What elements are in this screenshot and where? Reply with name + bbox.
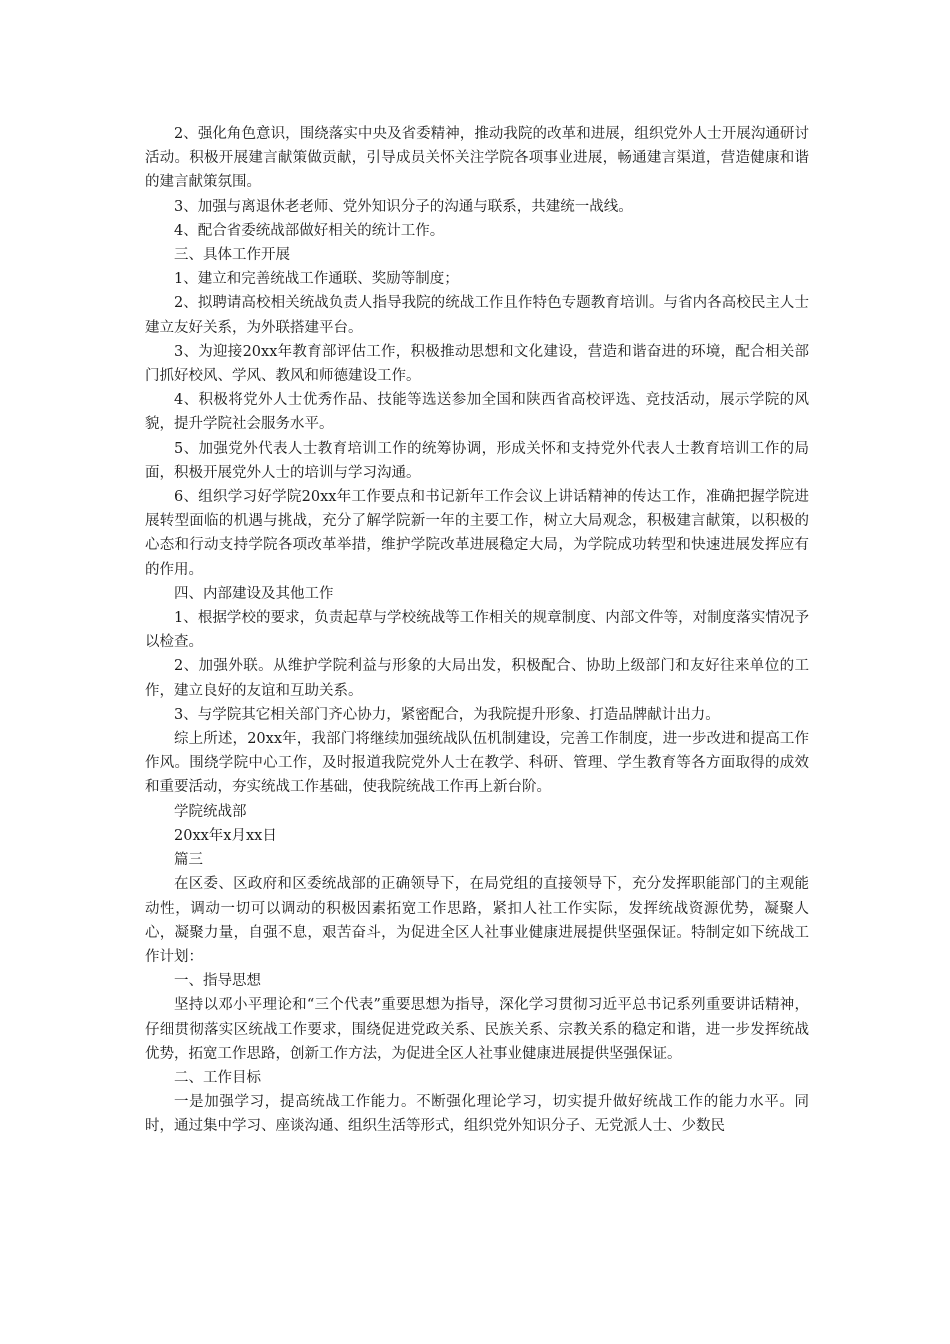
paragraph: 1、建立和完善统战工作通联、奖励等制度； bbox=[174, 271, 459, 288]
paragraph: 一是加强学习，提高统战工作能力。不断强化理论学习，切实提升做好统战工作的能力水平。同时，通过集中学习、座谈沟通、组织生活等形式，组织党外知识分子、无党派人士、少数民 bbox=[145, 1094, 809, 1135]
signature-date: 20xx年x月xx日 bbox=[174, 827, 277, 844]
paragraph: 2、强化角色意识，围绕落实中央及省委精神，推动我院的改革和进展，组织党外人士开展沟通研讨活动。积极开展建言献策做贡献，引导成员关怀关注学院各项事业进展，畅通建言渠道，营造健康和谐的建言献策氛围。 bbox=[145, 126, 809, 191]
paragraph: 坚持以邓小平理论和“三个代表”重要思想为指导，深化学习贯彻习近平总书记系列重要讲话精神，仔细贯彻落实区统战工作要求，围绕促进党政关系、民族关系、宗教关系的稳定和谐，进一步发挥统战优势，拓宽工作思路，创新工作方法，为促进全区人社事业健康进展提供坚强保证。 bbox=[145, 997, 809, 1062]
paragraph: 在区委、区政府和区委统战部的正确领导下，在局党组的直接领导下，充分发挥职能部门的主观能动性，调动一切可以调动的积极因素拓宽工作思路，紧扣人社工作实际，发挥统战资源优势，凝聚人心，凝聚力量，自强不息，艰苦奋斗，为促进全区人社事业健康进展提供坚强保证。特制定如下统战工作计划： bbox=[145, 876, 809, 965]
paragraph: 6、组织学习好学院20xx年工作要点和书记新年工作会议上讲话精神的传达工作，准确把握学院进展转型面临的机遇与挑战，充分了解学院新一年的主要工作，树立大局观念，积极建言献策，以积极的心态和行动支持学院各项改革举措，维护学院改革进展稳定大局，为学院成功转型和快速进展发挥应有的作用。 bbox=[145, 489, 809, 578]
document-body bbox=[145, 122, 809, 1139]
section-heading: 三、具体工作开展 bbox=[174, 247, 290, 264]
paragraph: 综上所述，20xx年，我部门将继续加强统战队伍机制建设，完善工作制度，进一步改进和提高工作作风。围绕学院中心工作，及时报道我院党外人士在教学、科研、管理、学生教育等各方面取得的成效和重要活动，夯实统战工作基础，使我院统战工作再上新台阶。 bbox=[145, 731, 809, 796]
paragraph: 5、加强党外代表人士教育培训工作的统筹协调，形成关怀和支持党外代表人士教育培训工作的局面，积极开展党外人士的培训与学习沟通。 bbox=[145, 440, 809, 481]
paragraph: 1、根据学校的要求，负责起草与学校统战等工作相关的规章制度、内部文件等，对制度落实情况予以检查。 bbox=[145, 610, 809, 651]
section-title: 篇三 bbox=[174, 852, 203, 869]
paragraph: 3、与学院其它相关部门齐心协力，紧密配合，为我院提升形象、打造品牌献计出力。 bbox=[174, 706, 720, 723]
section-heading: 四、内部建设及其他工作 bbox=[174, 585, 334, 602]
paragraph: 3、加强与离退休老老师、党外知识分子的沟通与联系，共建统一战线。 bbox=[174, 198, 633, 215]
paragraph: 2、拟聘请高校相关统战负责人指导我院的统战工作且作特色专题教育培训。与省内各高校民主人士建立友好关系，为外联搭建平台。 bbox=[145, 295, 809, 336]
section-heading: 一、指导思想 bbox=[174, 973, 261, 990]
paragraph: 3、为迎接20xx年教育部评估工作，积极推动思想和文化建设，营造和谐奋进的环境，配合相关部门抓好校风、学风、教风和师德建设工作。 bbox=[145, 343, 809, 385]
paragraph: 4、配合省委统战部做好相关的统计工作。 bbox=[174, 222, 445, 239]
paragraph: 2、加强外联。从维护学院利益与形象的大局出发，积极配合、协助上级部门和友好往来单位的工作，建立良好的友谊和互助关系。 bbox=[145, 658, 809, 699]
paragraph: 4、积极将党外人士优秀作品、技能等选送参加全国和陕西省高校评选、竞技活动，展示学院的风貌，提升学院社会服务水平。 bbox=[145, 392, 809, 433]
section-heading: 二、工作目标 bbox=[174, 1069, 261, 1086]
signature-department: 学院统战部 bbox=[174, 803, 247, 820]
